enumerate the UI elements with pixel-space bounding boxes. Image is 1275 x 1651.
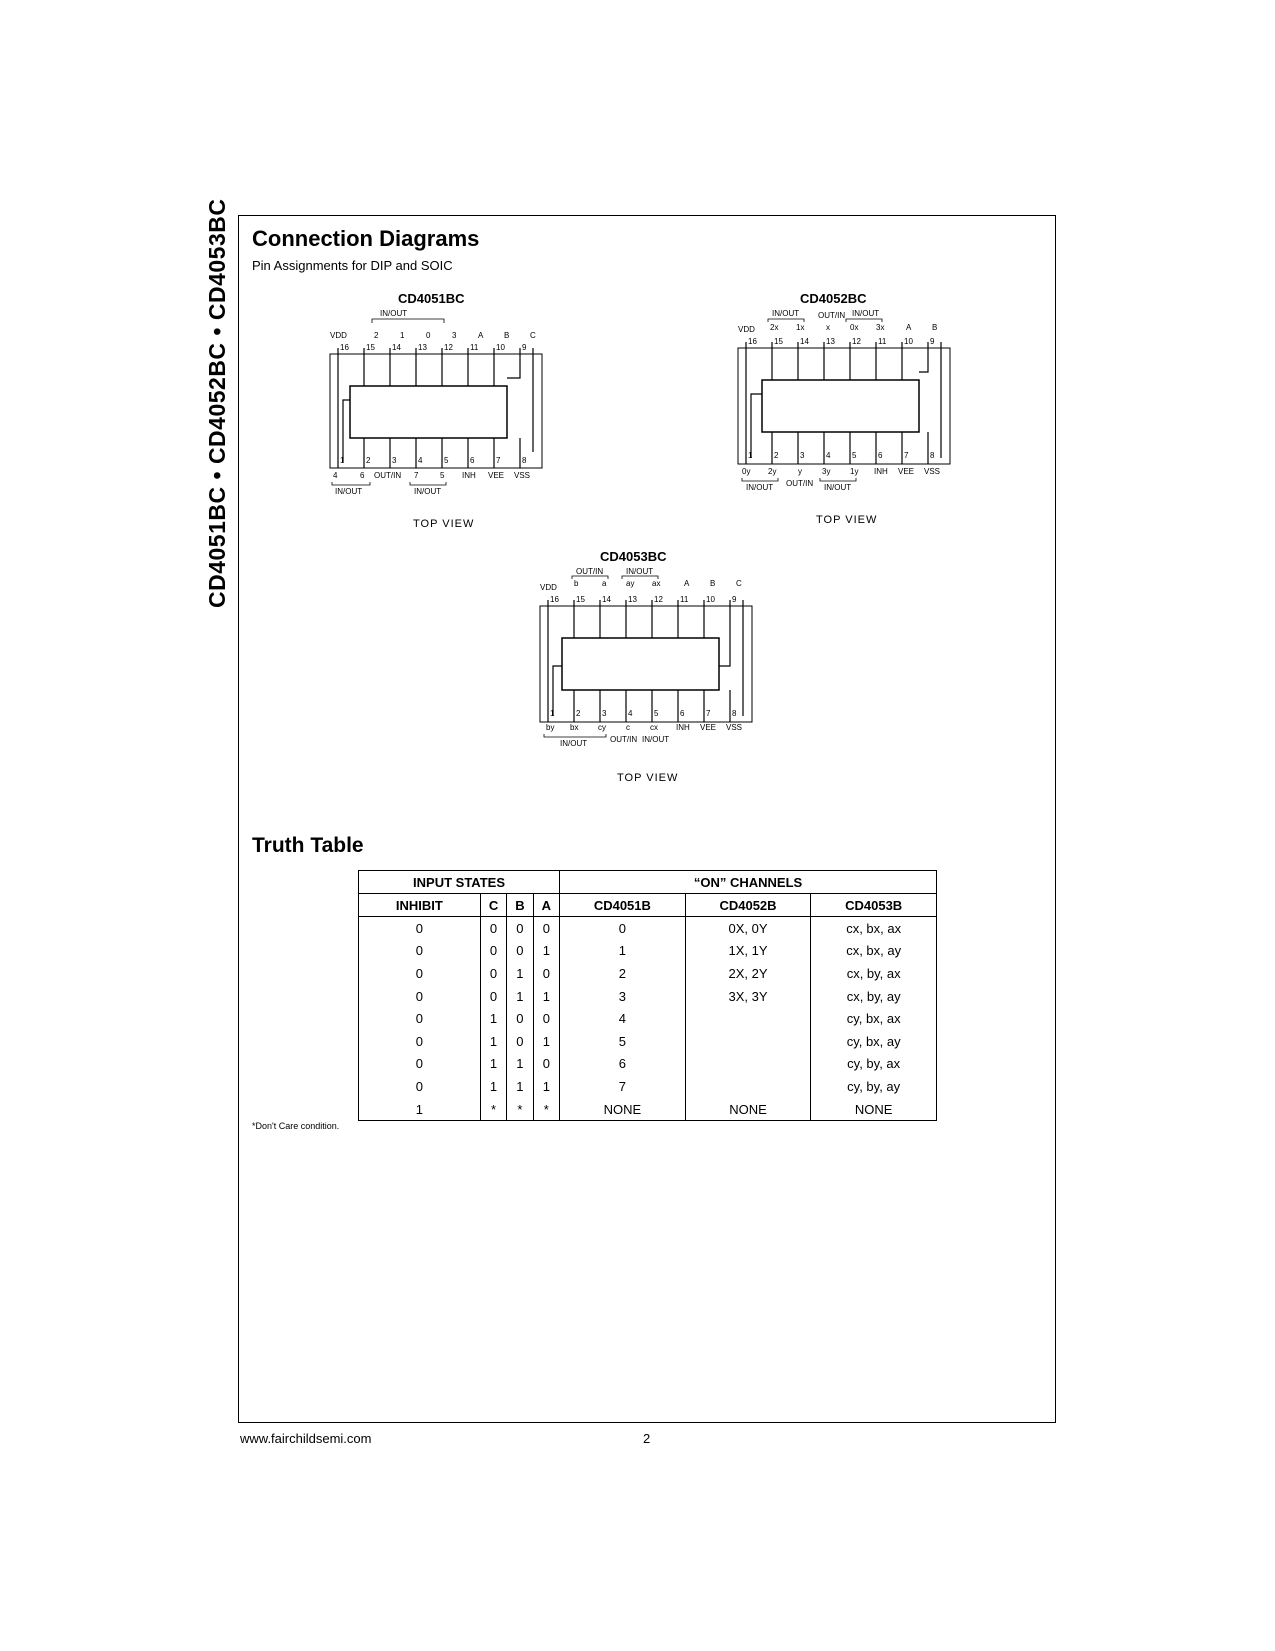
table-cell: 1 xyxy=(480,1075,506,1098)
pin-label: A xyxy=(684,579,690,588)
pin-number: 11 xyxy=(878,337,887,346)
table-row xyxy=(359,985,937,1008)
table-cell: 1 xyxy=(480,1053,506,1076)
truth-table xyxy=(358,870,937,1121)
table-cell: 0 xyxy=(359,1007,481,1030)
pin-number: 4 xyxy=(418,456,423,465)
pin-number: 15 xyxy=(774,337,783,346)
truth-table-heading: Truth Table xyxy=(252,834,364,857)
table-cell: * xyxy=(533,1098,559,1121)
pin-number: 11 xyxy=(680,595,689,604)
table-cell: 1 xyxy=(507,985,533,1008)
table-cell: 0 xyxy=(359,985,481,1008)
pin-number: 10 xyxy=(496,343,505,352)
table-cell: * xyxy=(507,1098,533,1121)
pin-group-label: IN/OUT xyxy=(560,739,588,748)
side-part-numbers: CD4051BC • CD4052BC • CD4053BC xyxy=(204,198,230,608)
cd4052bc-pinout-diagram xyxy=(738,308,968,508)
pin-number: 9 xyxy=(522,343,527,352)
table-cell: 0 xyxy=(359,917,481,940)
table-cell: cy, bx, ax xyxy=(811,1007,937,1030)
pin-number: 4 xyxy=(628,709,633,718)
top-pin-numbers xyxy=(340,343,527,352)
pin-group-label: IN/OUT xyxy=(335,487,363,496)
table-cell: 4 xyxy=(560,1007,686,1030)
cd4053bc-pinout-diagram xyxy=(540,566,770,766)
pin-label: INH xyxy=(676,723,690,732)
pin-group-label: OUT/IN xyxy=(786,479,814,488)
group-header-input-states: INPUT STATES xyxy=(359,871,560,894)
table-cell: 0 xyxy=(533,1007,559,1030)
pin-group-label: IN/OUT xyxy=(772,309,800,318)
pin-number: 15 xyxy=(366,343,375,352)
table-cell: 0 xyxy=(480,962,506,985)
table-cell: 1 xyxy=(533,1075,559,1098)
pin-label: 7 xyxy=(414,471,419,480)
pin-number: 14 xyxy=(392,343,401,352)
table-row xyxy=(359,917,937,940)
table-cell: 0 xyxy=(507,1030,533,1053)
pin-number: 9 xyxy=(930,337,935,346)
bottom-pin-numbers xyxy=(550,709,737,718)
pin-label: VSS xyxy=(924,467,941,476)
pin-label: B xyxy=(710,579,716,588)
pin-number: 3 xyxy=(602,709,607,718)
table-cell: cx, bx, ay xyxy=(811,940,937,963)
pin-label: b xyxy=(574,579,579,588)
cd4051bc-top-view: TOP VIEW xyxy=(413,518,475,530)
pin-number: 12 xyxy=(852,337,861,346)
pin-number: 2 xyxy=(366,456,371,465)
table-cell: cx, bx, ax xyxy=(811,917,937,940)
pin-group-label: IN/OUT xyxy=(824,483,852,492)
pin-label: VSS xyxy=(726,723,743,732)
pin-number: 8 xyxy=(930,451,935,460)
pin-label: by xyxy=(546,723,555,732)
pin-label: 2 xyxy=(374,331,379,340)
cd4051bc-pinout-diagram xyxy=(330,308,560,508)
table-cell: NONE xyxy=(560,1098,686,1121)
column-header: INHIBIT xyxy=(359,894,481,917)
pin-label: 2y xyxy=(768,467,777,476)
pin-number: 8 xyxy=(732,709,737,718)
pin-number: 3 xyxy=(392,456,397,465)
table-cell: 5 xyxy=(560,1030,686,1053)
group-header-on-channels: “ON” CHANNELS xyxy=(560,871,937,894)
pin-label: INH xyxy=(874,467,888,476)
table-cell: cy, by, ax xyxy=(811,1053,937,1076)
bottom-pin-numbers xyxy=(748,451,935,460)
top-pin-numbers xyxy=(748,337,935,346)
pin-number: 1 xyxy=(748,451,753,460)
pin-label: ay xyxy=(626,579,635,588)
table-cell: 2X, 2Y xyxy=(685,962,811,985)
pin-number: 16 xyxy=(748,337,757,346)
top-pin-numbers xyxy=(550,595,737,604)
table-row xyxy=(359,940,937,963)
pin-label: 0y xyxy=(742,467,751,476)
pin-number: 13 xyxy=(826,337,835,346)
pin-label: y xyxy=(798,467,802,476)
pin-number: 6 xyxy=(680,709,685,718)
table-cell: 2 xyxy=(560,962,686,985)
table-cell: 0 xyxy=(560,917,686,940)
footnote: *Don't Care condition. xyxy=(252,1121,340,1131)
table-cell: 1 xyxy=(507,1075,533,1098)
footer-url: www.fairchildsemi.com xyxy=(240,1431,372,1446)
pin-label: INH xyxy=(462,471,476,480)
pin-number: 6 xyxy=(878,451,883,460)
column-header: A xyxy=(533,894,559,917)
pin-number: 7 xyxy=(496,456,501,465)
pin-label: VEE xyxy=(700,723,717,732)
pin-group-label: IN/OUT xyxy=(380,309,408,318)
table-cell: 0 xyxy=(507,917,533,940)
table-row xyxy=(359,1007,937,1030)
table-cell: 7 xyxy=(560,1075,686,1098)
table-cell: NONE xyxy=(685,1098,811,1121)
pin-label: 1x xyxy=(796,323,805,332)
pin-number: 2 xyxy=(774,451,779,460)
pin-number: 10 xyxy=(904,337,913,346)
pin-label: 0 xyxy=(426,331,431,340)
table-row xyxy=(359,1030,937,1053)
pin-number: 13 xyxy=(418,343,427,352)
cd4052bc-top-view: TOP VIEW xyxy=(816,514,878,526)
table-cell: 0 xyxy=(359,962,481,985)
pin-label: a xyxy=(602,579,607,588)
connection-diagrams-heading: Connection Diagrams xyxy=(252,226,480,251)
pin-label: 4 xyxy=(333,471,338,480)
pin-group-label: IN/OUT xyxy=(746,483,774,492)
table-cell: cx, by, ay xyxy=(811,985,937,1008)
pin-label: C xyxy=(736,579,742,588)
pin-group-label: IN/OUT xyxy=(626,567,654,576)
column-header: CD4053B xyxy=(811,894,937,917)
pin-number: 13 xyxy=(628,595,637,604)
pin-number: 1 xyxy=(340,456,345,465)
table-cell: 6 xyxy=(560,1053,686,1076)
table-row xyxy=(359,962,937,985)
bottom-pin-numbers xyxy=(340,456,527,465)
table-cell: * xyxy=(480,1098,506,1121)
table-cell xyxy=(685,1030,811,1053)
top-pin-labels xyxy=(738,323,937,334)
pin-number: 14 xyxy=(800,337,809,346)
pin-number: 16 xyxy=(340,343,349,352)
column-header: B xyxy=(507,894,533,917)
table-cell: 1 xyxy=(560,940,686,963)
table-cell: 1 xyxy=(533,985,559,1008)
cd4053bc-top-view: TOP VIEW xyxy=(617,772,679,784)
pin-number: 4 xyxy=(826,451,831,460)
table-cell: 1 xyxy=(507,1053,533,1076)
table-cell: 1 xyxy=(533,940,559,963)
pin-label: 6 xyxy=(360,471,365,480)
top-pin-labels xyxy=(540,579,742,592)
pin-number: 6 xyxy=(470,456,475,465)
pin-number: 11 xyxy=(470,343,479,352)
pin-label: 2x xyxy=(770,323,779,332)
table-cell: 0 xyxy=(359,1053,481,1076)
cd4053bc-title: CD4053BC xyxy=(600,549,667,564)
table-cell: NONE xyxy=(811,1098,937,1121)
pin-label: x xyxy=(826,323,830,332)
table-cell: 1X, 1Y xyxy=(685,940,811,963)
pin-label: VDD xyxy=(738,325,755,334)
pin-group-label: OUT/IN xyxy=(610,735,638,744)
pin-group-label: IN/OUT xyxy=(414,487,442,496)
pin-number: 10 xyxy=(706,595,715,604)
cd4052bc-title: CD4052BC xyxy=(800,291,867,306)
pin-label: 5 xyxy=(440,471,445,480)
pin-label: VEE xyxy=(488,471,505,480)
pin-number: 16 xyxy=(550,595,559,604)
pin-group-label: IN/OUT xyxy=(642,735,670,744)
table-cell: 1 xyxy=(359,1098,481,1121)
connection-diagrams-subtitle: Pin Assignments for DIP and SOIC xyxy=(252,258,453,273)
pin-number: 12 xyxy=(654,595,663,604)
page-number: 2 xyxy=(643,1431,651,1446)
table-cell: cy, by, ay xyxy=(811,1075,937,1098)
table-cell: 1 xyxy=(480,1030,506,1053)
pin-label: VSS xyxy=(514,471,531,480)
pin-number: 7 xyxy=(904,451,909,460)
table-cell: 0 xyxy=(359,1075,481,1098)
table-cell: 3X, 3Y xyxy=(685,985,811,1008)
pin-number: 3 xyxy=(800,451,805,460)
pin-label: VDD xyxy=(540,583,557,592)
pin-group-label: OUT/IN xyxy=(818,311,846,320)
table-cell: 1 xyxy=(533,1030,559,1053)
cd4051bc-title: CD4051BC xyxy=(398,291,465,306)
table-cell: 0 xyxy=(533,962,559,985)
table-cell: 0 xyxy=(480,940,506,963)
pin-number: 9 xyxy=(732,595,737,604)
table-cell xyxy=(685,1007,811,1030)
pin-number: 15 xyxy=(576,595,585,604)
pin-label: VEE xyxy=(898,467,915,476)
table-cell: 0 xyxy=(359,940,481,963)
pin-label: 1y xyxy=(850,467,859,476)
column-header: CD4052B xyxy=(685,894,811,917)
table-row xyxy=(359,1075,937,1098)
table-cell xyxy=(685,1075,811,1098)
table-cell: 0 xyxy=(480,917,506,940)
table-cell: 1 xyxy=(507,962,533,985)
pin-label: B xyxy=(504,331,510,340)
bottom-pin-labels xyxy=(742,467,940,476)
pin-label: 1 xyxy=(400,331,405,340)
pin-label: bx xyxy=(570,723,579,732)
pin-number: 5 xyxy=(852,451,857,460)
bottom-pin-labels xyxy=(333,471,530,480)
pin-label: cy xyxy=(598,723,606,732)
pin-label: 3x xyxy=(876,323,885,332)
table-row xyxy=(359,1053,937,1076)
pin-number: 7 xyxy=(706,709,711,718)
pin-label: 3y xyxy=(822,467,831,476)
pin-label: 0x xyxy=(850,323,859,332)
pin-label: C xyxy=(530,331,536,340)
table-cell: 0 xyxy=(507,1007,533,1030)
column-header: CD4051B xyxy=(560,894,686,917)
pin-number: 14 xyxy=(602,595,611,604)
pin-number: 5 xyxy=(444,456,449,465)
pin-number: 12 xyxy=(444,343,453,352)
table-cell: 0 xyxy=(533,917,559,940)
table-cell: cy, bx, ay xyxy=(811,1030,937,1053)
pin-label: B xyxy=(932,323,938,332)
table-cell xyxy=(685,1053,811,1076)
table-cell: 0 xyxy=(533,1053,559,1076)
pin-label: OUT/IN xyxy=(374,471,402,480)
table-row xyxy=(359,1098,937,1121)
table-cell: cx, by, ax xyxy=(811,962,937,985)
pin-label: c xyxy=(626,723,630,732)
pin-label: ax xyxy=(652,579,661,588)
bottom-pin-labels xyxy=(546,723,742,732)
pin-number: 1 xyxy=(550,709,555,718)
pin-number: 8 xyxy=(522,456,527,465)
table-cell: 0 xyxy=(507,940,533,963)
pin-label: cx xyxy=(650,723,658,732)
table-cell: 3 xyxy=(560,985,686,1008)
pin-group-label: OUT/IN xyxy=(576,567,604,576)
table-cell: 0X, 0Y xyxy=(685,917,811,940)
table-cell: 1 xyxy=(480,1007,506,1030)
pin-number: 2 xyxy=(576,709,581,718)
pin-label: 3 xyxy=(452,331,457,340)
top-pin-labels xyxy=(330,331,536,340)
pin-label: A xyxy=(478,331,484,340)
column-header: C xyxy=(480,894,506,917)
table-cell: 0 xyxy=(359,1030,481,1053)
pin-group-label: IN/OUT xyxy=(852,309,880,318)
table-cell: 0 xyxy=(480,985,506,1008)
pin-label: VDD xyxy=(330,331,347,340)
pin-number: 5 xyxy=(654,709,659,718)
pin-label: A xyxy=(906,323,912,332)
